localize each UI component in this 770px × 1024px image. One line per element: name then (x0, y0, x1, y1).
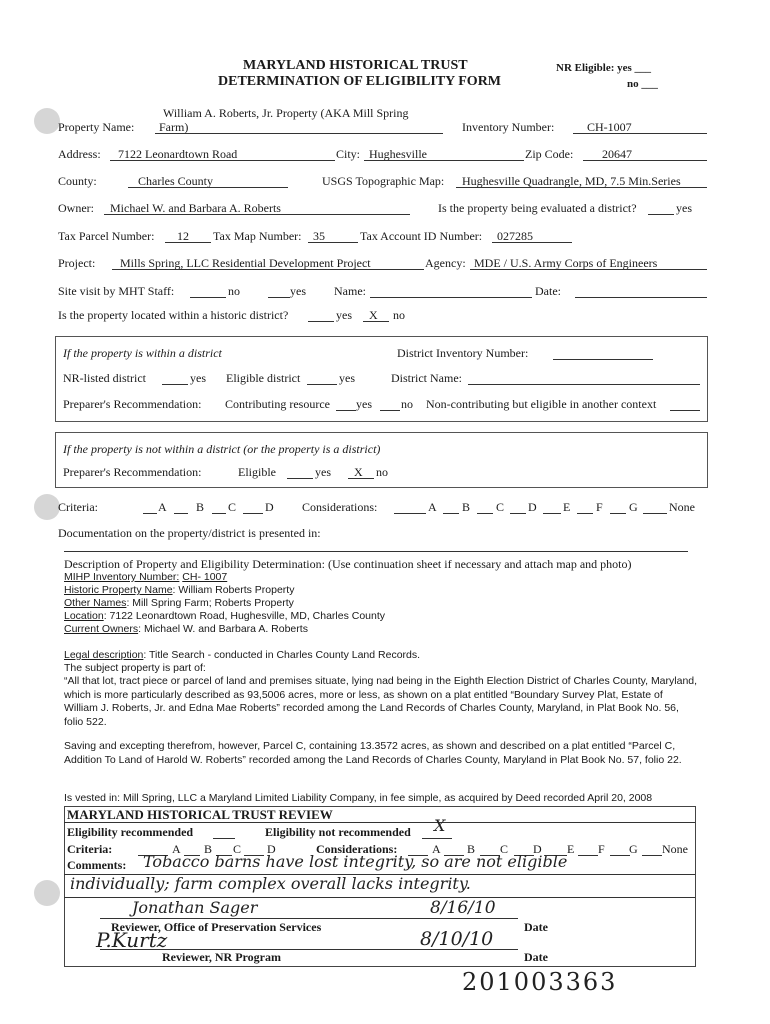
review-crit-a: A (172, 842, 181, 856)
site-visit-no: no (228, 284, 240, 298)
location-label: Location (64, 610, 104, 622)
mihp-label: MIHP Inventory Number: (64, 571, 180, 583)
evaluated-line (648, 214, 674, 215)
nr-listed-label: NR-listed district (63, 371, 146, 385)
criteria-d: D (265, 500, 274, 514)
review-consid-f: F (598, 842, 605, 856)
eligible-district-label: Eligible district (226, 371, 301, 385)
legal-value: : Title Search - conducted in Charles County Land Records. (143, 649, 421, 661)
consid-f: F (596, 500, 603, 514)
current-owners-label: Current Owners (64, 623, 139, 635)
comment-line2: individually; farm complex overall lacks integrity. (70, 874, 471, 893)
inventory-value: CH-1007 (587, 120, 632, 134)
review-none: None (662, 842, 688, 856)
reviewer2-title: Reviewer, NR Program (162, 950, 281, 964)
not-district-eligible-label: Eligible (238, 465, 276, 479)
legal-line (64, 649, 420, 661)
reviewer1-rule (100, 918, 518, 919)
agency-line (470, 269, 707, 270)
inventory-label: Inventory Number: (462, 120, 555, 134)
project-line (112, 269, 424, 270)
tax-map-line (308, 242, 358, 243)
eligibility-not-recommended: Eligibility not recommended (265, 825, 411, 839)
subject-line: The subject property is part of: (64, 662, 206, 674)
site-visit-yes: yes (290, 284, 306, 298)
county-label: County: (58, 174, 97, 188)
other-names-value: : Mill Spring Farm; Roberts Property (126, 597, 294, 609)
zip-label: Zip Code: (525, 147, 574, 161)
nr-listed-yes: yes (190, 371, 206, 385)
usgs-label: USGS Topographic Map: (322, 174, 445, 188)
review-none-line (642, 855, 662, 856)
criteria-c-line (212, 513, 226, 514)
consid-g: G (629, 500, 638, 514)
staff-name-label: Name: (334, 284, 366, 298)
documentation-label: Documentation on the property/district is presented in: (58, 526, 321, 540)
reviewer1-date-label: Date (524, 920, 548, 934)
criteria-c: C (228, 500, 237, 514)
nr-listed-line (162, 384, 188, 385)
consid-e: E (563, 500, 571, 514)
review-considerations-label: Considerations: (316, 842, 398, 856)
consid-a-line (394, 513, 426, 514)
review-crit-d: D (267, 842, 276, 856)
description-top-rule (64, 551, 688, 552)
city-value: Hughesville (369, 147, 427, 161)
reviewer2-date-label: Date (524, 950, 548, 964)
historic-name-value: : William Roberts Property (172, 584, 295, 596)
punch-hole-middle (34, 494, 60, 520)
historic-name-line (64, 584, 294, 596)
agency-label: Agency: (425, 256, 466, 270)
owner-line (104, 214, 410, 215)
legal-label: Legal description (64, 649, 144, 661)
location-line (64, 610, 385, 622)
historic-district-no-line (363, 321, 389, 322)
nr-eligible-no: no ___ (627, 78, 658, 90)
eligible-district-yes: yes (339, 371, 355, 385)
contributing-yes: yes (356, 397, 372, 411)
review-crit-b: B (204, 842, 213, 856)
historic-district-x: X (369, 308, 378, 322)
review-consid-e: E (567, 842, 575, 856)
not-district-yes: yes (315, 465, 331, 479)
city-line (364, 160, 524, 161)
contributing-yes-line (336, 410, 356, 411)
staff-name-line (370, 297, 532, 298)
criteria-b: B (196, 500, 205, 514)
none-label: None (669, 500, 695, 514)
property-name-line (155, 133, 443, 134)
district-inventory-line (553, 359, 653, 360)
tax-account-label: Tax Account ID Number: (360, 229, 483, 243)
inventory-line (573, 133, 707, 134)
owner-label: Owner: (58, 201, 94, 215)
tax-map-label: Tax Map Number: (213, 229, 302, 243)
description-heading: Description of Property and Eligibility Determination: (Use continuation sheet if necessary and attach map and photo) (64, 557, 632, 571)
eligibility-recommended: Eligibility recommended (67, 825, 194, 839)
form-title: MARYLAND HISTORICAL TRUST (243, 58, 468, 73)
location-value: : 7122 Leonardtown Road, Hughesville, MD, Charles County (103, 610, 386, 622)
tax-account-line (492, 242, 572, 243)
comments-label: Comments: (67, 858, 127, 872)
usgs-line (456, 187, 707, 188)
consid-d-line (510, 513, 526, 514)
site-visit-no-line (190, 297, 226, 298)
review-consid-d: D (533, 842, 542, 856)
review-consid-c: C (500, 842, 509, 856)
review-heading: MARYLAND HISTORICAL TRUST REVIEW (67, 807, 333, 822)
tax-parcel-value: 12 (177, 229, 189, 243)
site-visit-date-line (575, 297, 707, 298)
consid-c: C (496, 500, 505, 514)
site-visit-label: Site visit by MHT Staff: (58, 284, 175, 298)
considerations-label: Considerations: (302, 500, 378, 514)
none-line (643, 513, 667, 514)
consid-d: D (528, 500, 537, 514)
current-owners-value: : Michael W. and Barbara A. Roberts (138, 623, 308, 635)
consid-g-line (610, 513, 626, 514)
criteria-d-line (243, 513, 263, 514)
address-line (110, 160, 335, 161)
historic-name-label: Historic Property Name (64, 584, 173, 596)
not-district-preparer-label: Preparer's Recommendation: (63, 465, 202, 479)
project-label: Project: (58, 256, 96, 270)
not-district-heading: If the property is not within a district (or the property is a district) (63, 442, 381, 456)
form-subtitle: DETERMINATION OF ELIGIBILITY FORM (218, 74, 502, 89)
district-name-line (468, 384, 700, 385)
nr-eligible-yes: NR Eligible: yes ___ (556, 62, 652, 74)
not-district-x: X (354, 465, 363, 479)
current-owners-line (64, 623, 308, 635)
district-inventory-label: District Inventory Number: (397, 346, 529, 360)
owner-value: Michael W. and Barbara A. Roberts (110, 201, 281, 215)
punch-hole-top (34, 108, 60, 134)
not-recommended-mark: X (434, 816, 446, 835)
usgs-value: Hughesville Quadrangle, MD, 7.5 Min.Series (462, 174, 681, 188)
district-name-label: District Name: (391, 371, 462, 385)
tax-map-value: 35 (313, 229, 325, 243)
reviewer1-signature: Jonathan Sager (132, 898, 258, 917)
saving-paragraph: Saving and excepting therefrom, however, Parcel C, containing 13.3572 acres, as shown and described on a plat entitled “Parcel C, Addition To Land of Harold W. Roberts” recorded among the Land Records of Charles County, Maryland in Plat Book No. 57, folio 22. (64, 740, 682, 766)
eligibility-recommended-line (213, 838, 235, 839)
criteria-b-line (174, 513, 188, 514)
contributing-no-line (380, 410, 400, 411)
not-district-no: no (376, 465, 388, 479)
site-visit-date-label: Date: (535, 284, 561, 298)
comment-line1: Tobacco barns have lost integrity, so are not eligible (143, 852, 568, 871)
noncontributing-label: Non-contributing but eligible in another context (426, 397, 657, 411)
historic-district-no: no (393, 308, 405, 322)
review-consid-g-line (610, 855, 630, 856)
property-name-value-line2: Farm) (159, 120, 189, 134)
consid-e-line (543, 513, 561, 514)
criteria-label: Criteria: (58, 500, 98, 514)
reviewer1-date: 8/16/10 (430, 898, 496, 918)
agency-value: MDE / U.S. Army Corps of Engineers (474, 256, 658, 270)
contributing-no: no (401, 397, 413, 411)
historic-district-question: Is the property located within a historic district? (58, 308, 289, 322)
reviewer2-date: 8/10/10 (420, 928, 494, 950)
mihp-value: CH- 1007 (182, 571, 228, 583)
review-consid-f-line (578, 855, 598, 856)
address-value: 7122 Leonardtown Road (118, 147, 238, 161)
tax-parcel-line (165, 242, 211, 243)
not-recommended-line (422, 838, 452, 839)
evaluated-question: Is the property being evaluated a district? (438, 201, 637, 215)
county-line (128, 187, 288, 188)
city-label: City: (336, 147, 361, 161)
district-box-heading: If the property is within a district (63, 346, 222, 360)
review-consid-b: B (467, 842, 476, 856)
review-heading-rule (64, 822, 695, 823)
consid-a: A (428, 500, 437, 514)
review-criteria-label: Criteria: (67, 842, 113, 856)
consid-b-line (443, 513, 459, 514)
contributing-label: Contributing resource (225, 397, 330, 411)
property-name-value-line1: William A. Roberts, Jr. Property (AKA Mill Spring (163, 106, 409, 120)
zip-line (583, 160, 707, 161)
county-value: Charles County (138, 174, 213, 188)
district-preparer-label: Preparer's Recommendation: (63, 397, 202, 411)
consid-f-line (577, 513, 593, 514)
tax-account-value: 027285 (497, 229, 533, 243)
punch-hole-bottom (34, 880, 60, 906)
other-names-line (64, 597, 294, 609)
eligible-district-line (307, 384, 337, 385)
project-value: Mills Spring, LLC Residential Development Project (120, 256, 371, 270)
property-name-label: Property Name: (58, 120, 135, 134)
site-visit-yes-line (268, 297, 290, 298)
mihp-line (64, 571, 227, 583)
vested-line: Is vested in: Mill Spring, LLC a Maryland Limited Liability Company, in fee simple, as acquired by Deed recorded April 20, 2008 (64, 792, 653, 804)
not-district-no-line (348, 478, 374, 479)
zip-value: 20647 (602, 147, 632, 161)
evaluated-answer: yes (676, 201, 692, 215)
review-consid-g: G (629, 842, 638, 856)
historic-district-yes-line (308, 321, 334, 322)
criteria-a: A (158, 500, 167, 514)
review-crit-c: C (233, 842, 242, 856)
review-consid-a: A (432, 842, 441, 856)
consid-c-line (477, 513, 493, 514)
other-names-label: Other Names (64, 597, 127, 609)
noncontributing-line (670, 410, 700, 411)
not-district-yes-line (287, 478, 313, 479)
criteria-a-line (143, 513, 157, 514)
stamp-number: 201003363 (462, 968, 618, 996)
reviewer2-signature: P.Kurtz (96, 928, 168, 952)
consid-b: B (462, 500, 471, 514)
address-label: Address: (58, 147, 101, 161)
quote-paragraph: “All that lot, tract piece or parcel of land and premises situate, lying nad being in the Eighth Election District of Charles County, Maryland, which is more particularly described as 93,5006 acres, more or less, as shown on a plat entitled “Boundary Survey Plat, Estate of William J. Roberts, Jr. and Edna Mae Roberts” recorded among the Land Records of Charles County, Maryland, in Plat Book No. 56, folio 522. (64, 675, 698, 728)
historic-district-yes: yes (336, 308, 352, 322)
tax-parcel-label: Tax Parcel Number: (58, 229, 155, 243)
reviewer1-title: Reviewer, Office of Preservation Services (111, 920, 322, 934)
